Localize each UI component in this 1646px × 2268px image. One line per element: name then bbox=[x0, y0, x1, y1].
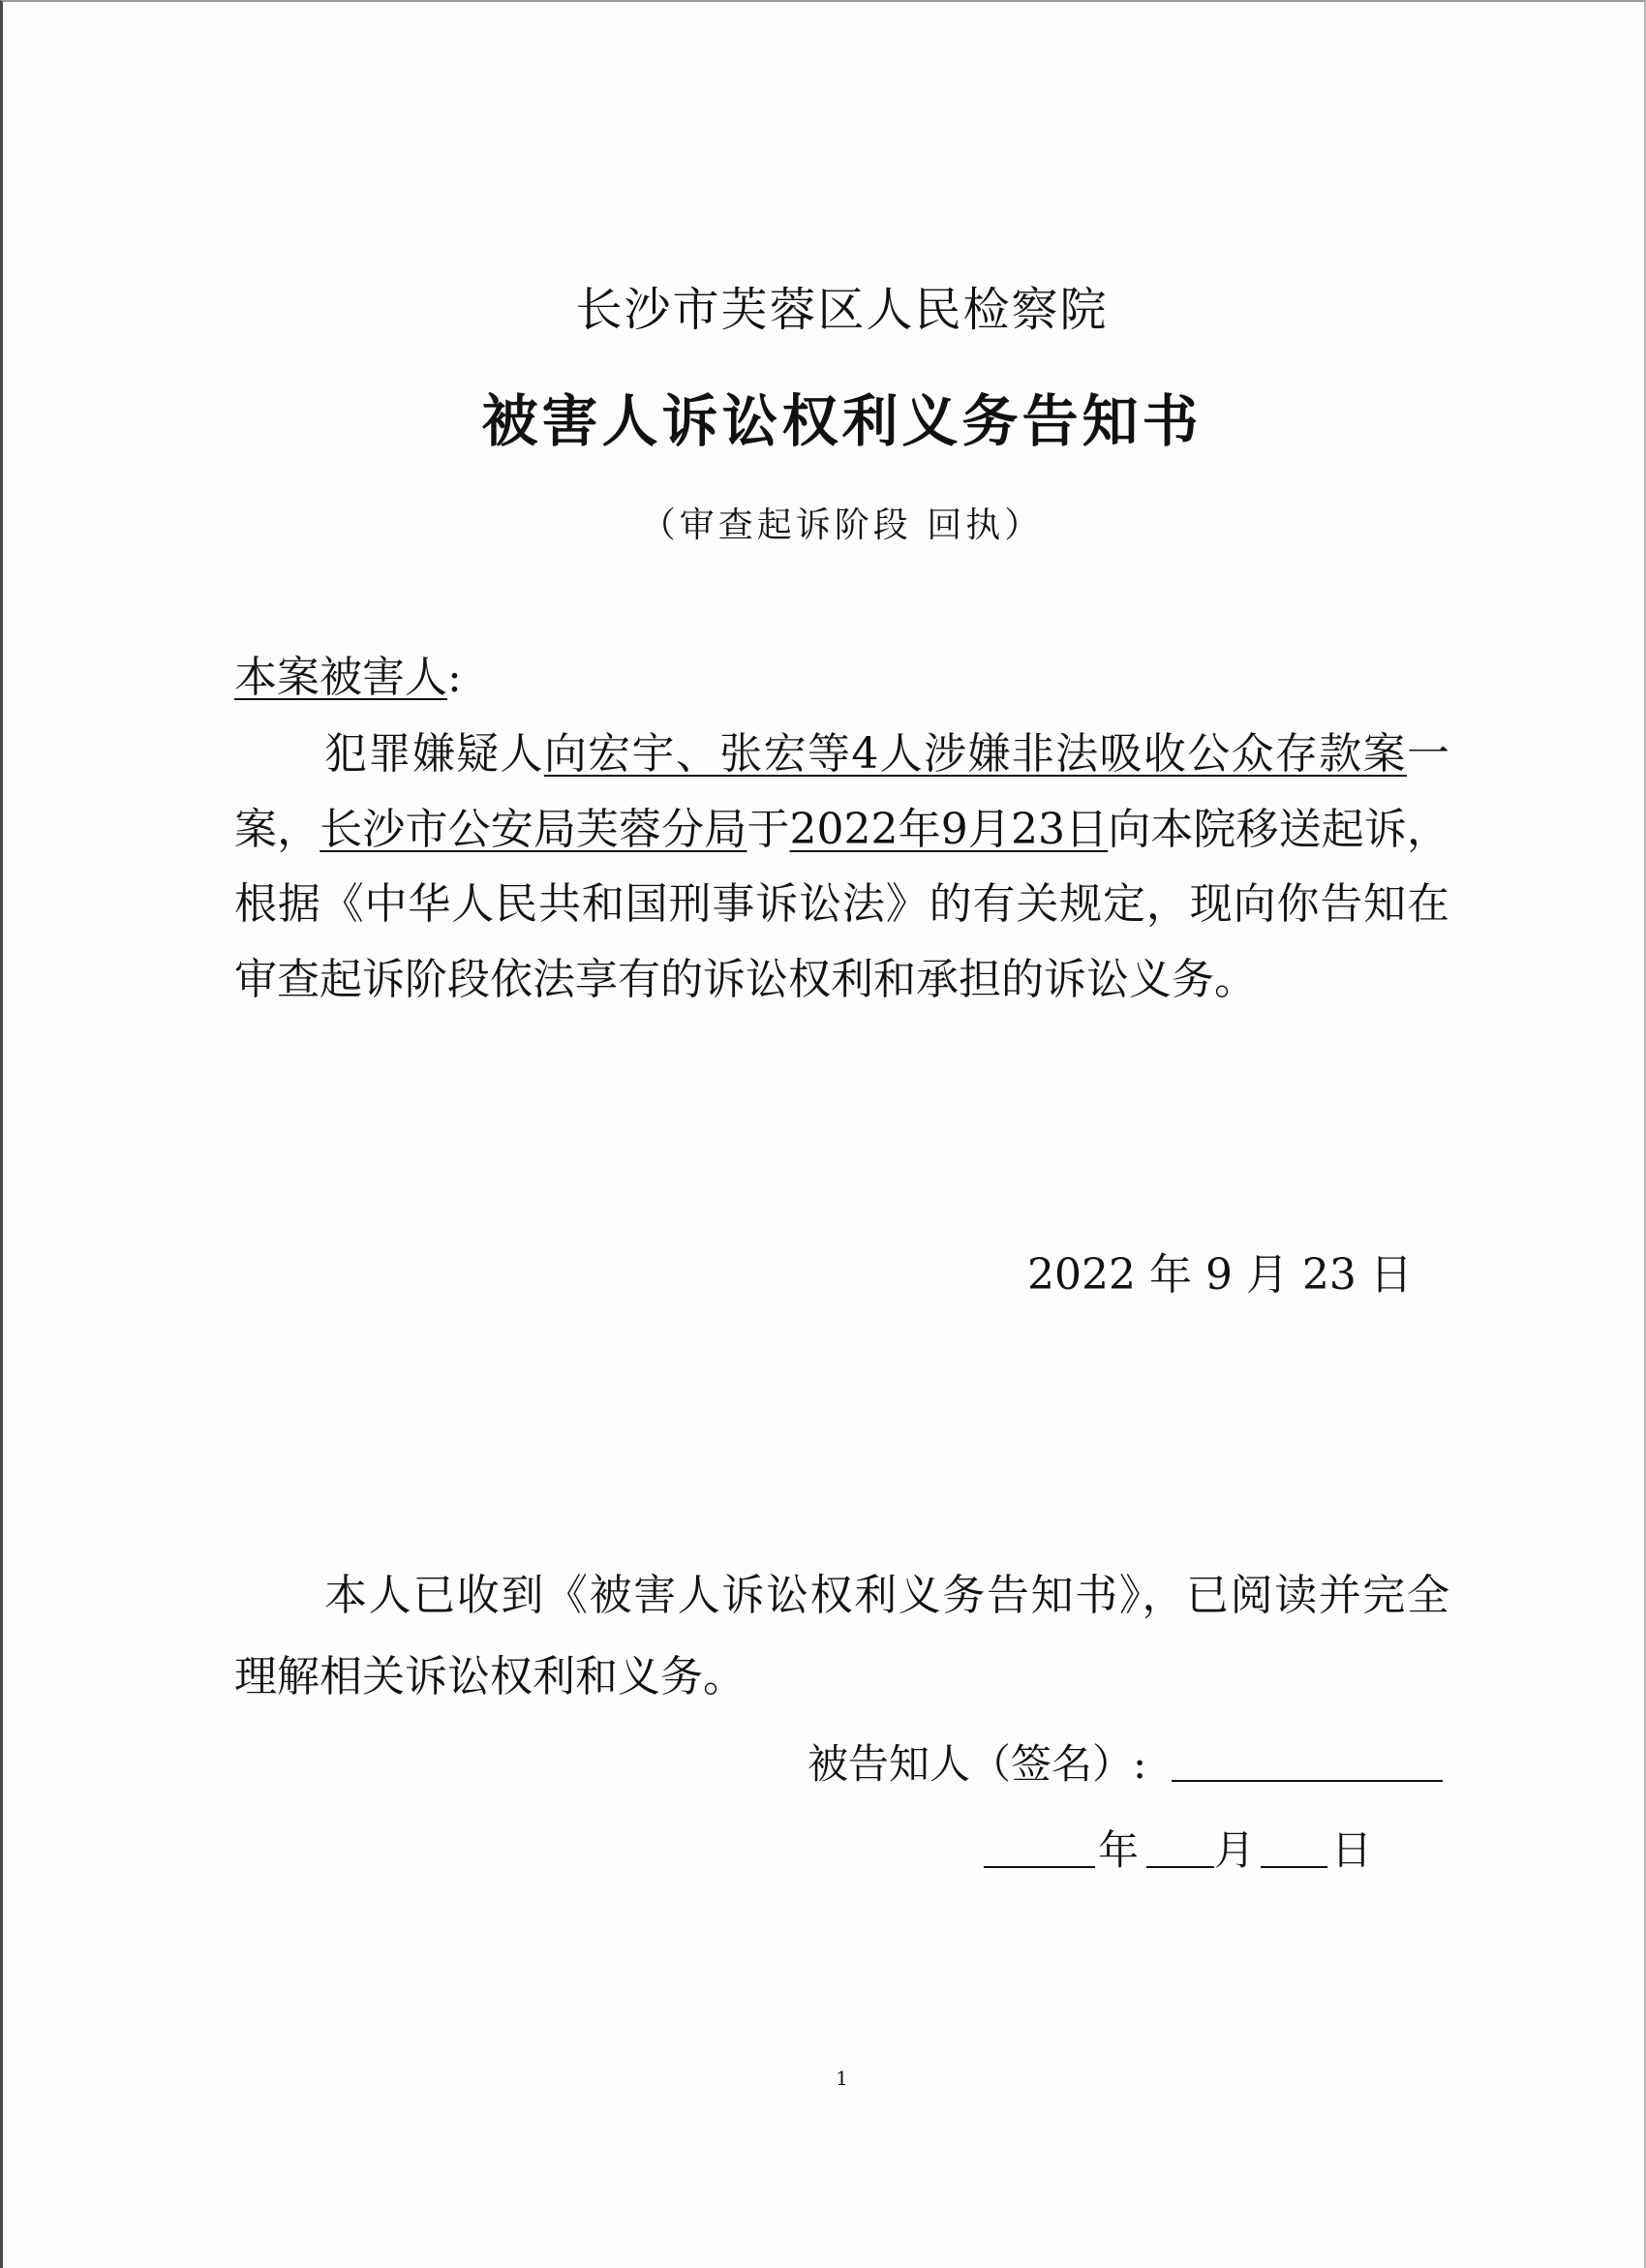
day-blank bbox=[1261, 1866, 1327, 1868]
notice-line-1-tail: 一 bbox=[1407, 729, 1450, 779]
notice-line-1-lead: 犯罪嫌疑人 bbox=[324, 729, 544, 779]
document-subtitle: （审查起诉阶段 回执） bbox=[640, 506, 1044, 545]
transfer-agency: 长沙市公安局芙蓉分局 bbox=[320, 805, 747, 854]
addressee-line bbox=[234, 649, 462, 707]
signature-label: 被告知人（签名）: bbox=[808, 1740, 1147, 1788]
addressee: 本案被害人 bbox=[234, 653, 447, 702]
notice-line-1 bbox=[324, 725, 1449, 783]
notice-line-4: 审查起诉阶段依法享有的诉讼权利和承担的诉讼义务。 bbox=[234, 955, 1257, 1004]
page-number: 1 bbox=[836, 2067, 848, 2090]
receipt-line-2: 理解相关诉讼权利和义务。 bbox=[234, 1652, 746, 1701]
addressee-colon: : bbox=[447, 653, 462, 702]
procuratorate-name: 长沙市芙蓉区人民检察院 bbox=[575, 283, 1109, 337]
year-blank bbox=[984, 1866, 1095, 1868]
year-label: 年 bbox=[1098, 1826, 1140, 1874]
notice-line-2 bbox=[234, 801, 1449, 859]
signature-date-row bbox=[984, 1822, 1372, 1880]
signature-row bbox=[808, 1735, 1443, 1793]
issue-date: 2022 年 9 月 23 日 bbox=[1027, 1250, 1413, 1300]
document-title: 被害人诉讼权利义务告知书 bbox=[481, 388, 1203, 454]
notice-line-2-mid: 于 bbox=[747, 805, 790, 854]
notice-line-2-tail: 向本院移送起诉， bbox=[1108, 805, 1450, 854]
notice-line-3: 根据《中华人民共和国刑事诉讼法》的有关规定，现向你告知在 bbox=[234, 879, 1449, 929]
month-label: 月 bbox=[1214, 1826, 1256, 1874]
receipt-line-1: 本人已收到《被害人诉讼权利义务告知书》，已阅读并完全 bbox=[324, 1571, 1449, 1620]
month-blank bbox=[1146, 1866, 1214, 1868]
case-name: 向宏宇、张宏等4人涉嫌非法吸收公众存款案 bbox=[543, 729, 1408, 779]
transfer-date: 2022年9月23日 bbox=[789, 805, 1109, 854]
day-label: 日 bbox=[1331, 1826, 1373, 1874]
signature-blank bbox=[1172, 1780, 1443, 1782]
notice-line-2-lead: 案， bbox=[234, 805, 320, 854]
